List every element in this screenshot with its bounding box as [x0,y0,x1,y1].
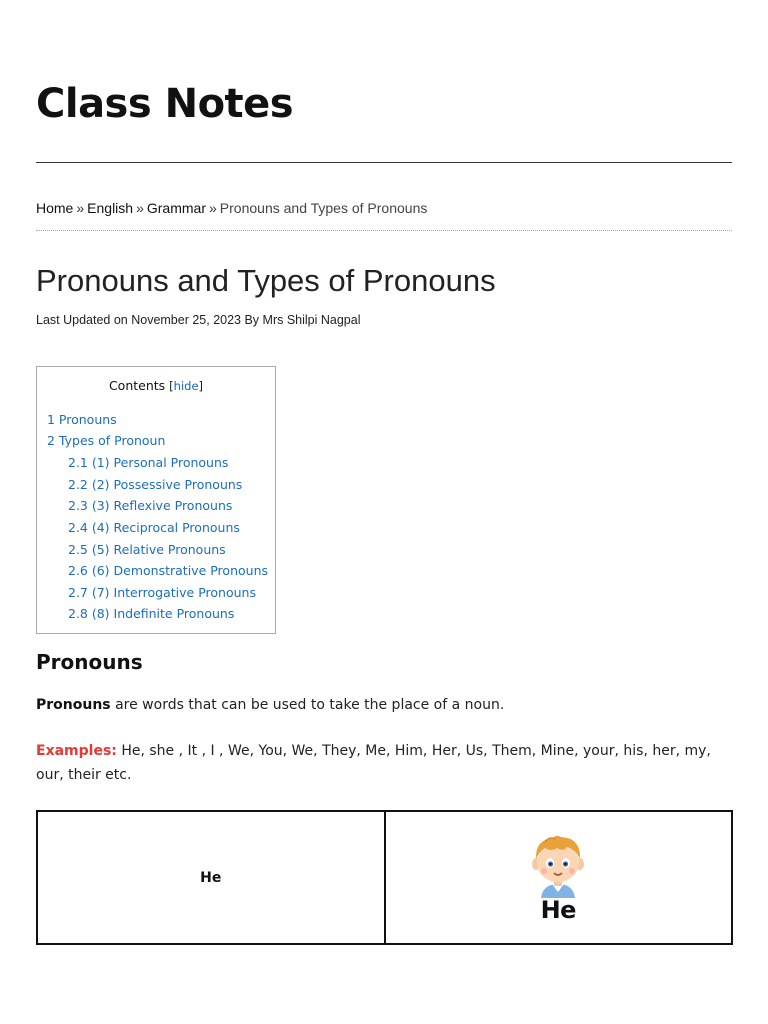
post-meta: Last Updated on November 25, 2023 By Mrs Shilpi Nagpal [36,313,361,327]
toc-item[interactable]: 2.2 (2) Possessive Pronouns [68,477,243,492]
section-heading: Pronouns [36,650,143,674]
breadcrumb-english[interactable]: English [87,200,134,216]
table-of-contents [36,366,276,634]
toc-header: Contents [hide] [108,378,204,393]
breadcrumb-divider [36,230,732,231]
examples-text: He, she , It , I , We, You, We, They, Me, Him, Her, Us, Them, Mine, your, his, her, my, our, their etc. [36,743,711,783]
site-title[interactable]: Class Notes [36,81,294,127]
toc-item[interactable]: 2 Types of Pronoun [47,433,166,448]
breadcrumb-separator: » [209,200,217,216]
breadcrumb-home[interactable]: Home [36,200,74,216]
pronoun-word: He [200,869,222,886]
definition-paragraph [36,693,726,717]
toc-item[interactable]: 2.5 (5) Relative Pronouns [68,542,226,557]
definition-term: Pronouns [36,697,111,713]
breadcrumb-current: Pronouns and Types of Pronouns [219,200,428,216]
page-title: Pronouns and Types of Pronouns [36,263,496,298]
definition-text: are words that can be used to take the place of a noun. [110,697,505,713]
breadcrumb-separator: » [136,200,144,216]
pronoun-illustration [523,832,593,924]
breadcrumb-separator: » [76,200,85,216]
toc-item[interactable]: 2.8 (8) Indefinite Pronouns [68,606,235,621]
header-divider [36,162,732,163]
breadcrumb-grammar[interactable]: Grammar [146,200,206,216]
toc-item[interactable]: 2.1 (1) Personal Pronouns [68,455,229,470]
examples-paragraph [36,739,726,787]
toc-item[interactable]: 2.7 (7) Interrogative Pronouns [68,585,256,600]
illustration-caption: He [540,895,576,924]
toc-item[interactable]: 1 Pronouns [47,412,117,427]
toc-item[interactable]: 2.4 (4) Reciprocal Pronouns [68,520,240,535]
pronoun-table [36,810,733,945]
table-cell-image [384,812,732,943]
breadcrumb [36,200,427,216]
boy-cartoon-icon [523,832,593,898]
toc-hide-toggle[interactable]: hide [173,379,199,393]
toc-heading: Contents [108,378,166,393]
table-cell-word [38,812,384,943]
toc-item[interactable]: 2.3 (3) Reflexive Pronouns [68,498,233,513]
examples-label: Examples: [36,743,117,759]
toc-item[interactable]: 2.6 (6) Demonstrative Pronouns [68,563,268,578]
